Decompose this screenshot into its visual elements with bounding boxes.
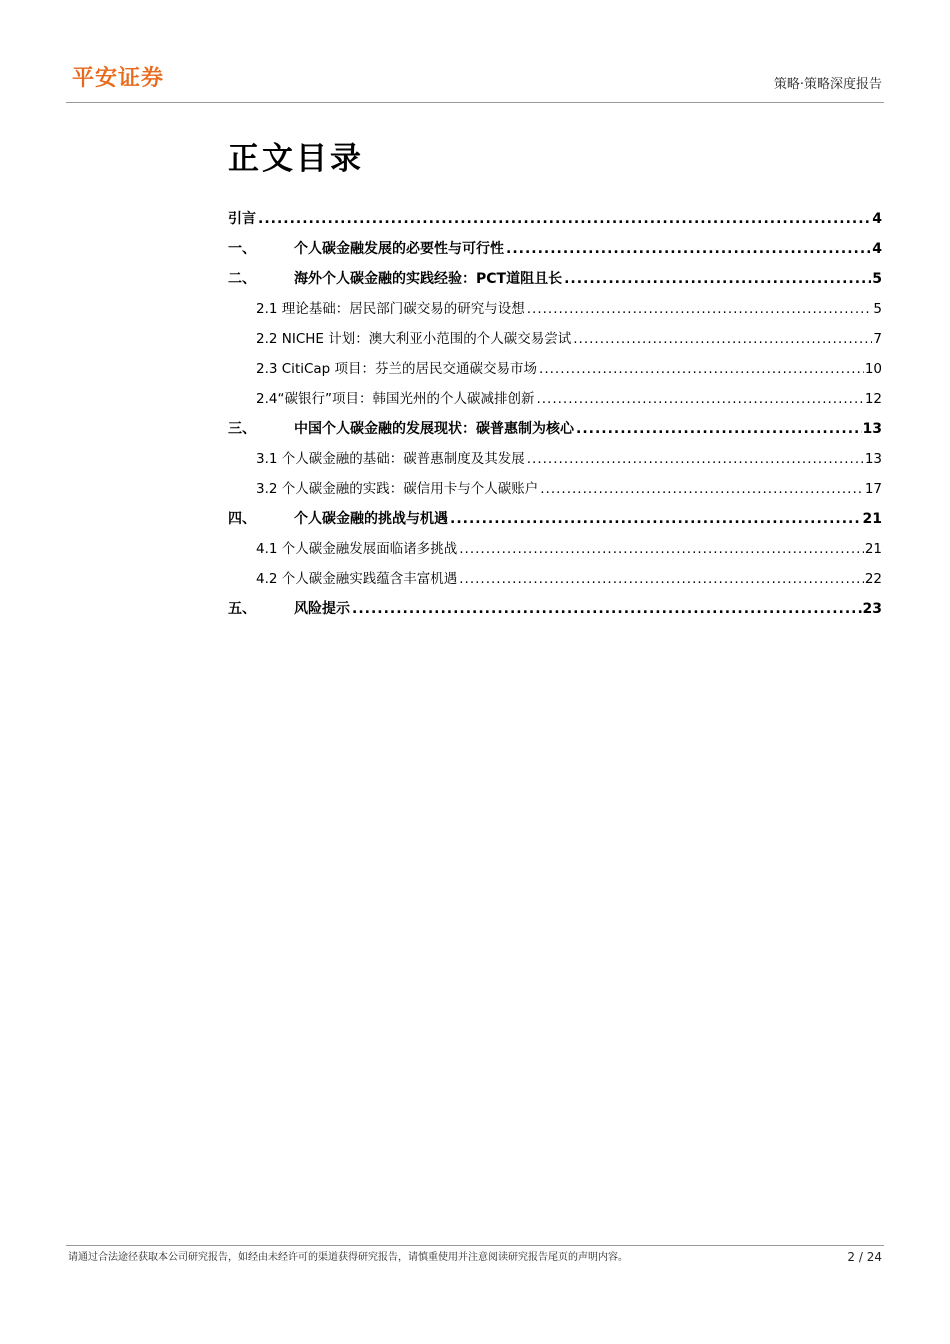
toc-entry-title: 海外个人碳金融的实践经验：PCT道阻且长: [294, 271, 563, 287]
toc-entry[interactable]: [228, 414, 882, 444]
toc-entry[interactable]: [228, 354, 882, 384]
toc-entry-title: 4.1 个人碳金融发展面临诸多挑战: [256, 541, 458, 557]
toc-dot-leader: [564, 264, 871, 294]
toc-dot-leader: [258, 204, 871, 234]
toc-entry-title: 4.2 个人碳金融实践蕴含丰富机遇: [256, 571, 458, 587]
toc-entry-number: 二、: [228, 271, 256, 287]
header-divider: [66, 102, 884, 103]
toc-entry-title: 3.1 个人碳金融的基础：碳普惠制度及其发展: [256, 451, 525, 467]
toc-entry-number: 四、: [228, 511, 256, 527]
toc-entry-title: 风险提示: [294, 601, 350, 617]
toc-dot-leader: [576, 414, 862, 444]
toc-entry-title: 2.4“碳银行”项目：韩国光州的个人碳减排创新: [256, 391, 535, 407]
toc-entry-page: 10: [864, 361, 882, 377]
toc-dot-leader: [536, 384, 863, 414]
toc-entry-number: 五、: [228, 601, 256, 617]
toc-dot-leader: [459, 534, 864, 564]
toc-dot-leader: [527, 444, 864, 474]
toc-entry-title: 中国个人碳金融的发展现状：碳普惠制为核心: [294, 421, 574, 437]
toc-entry-page: 4: [872, 241, 882, 257]
toc-entry-page: 21: [862, 511, 882, 527]
page-number: 2 / 24: [847, 1250, 882, 1264]
toc-entry-page: 22: [864, 571, 882, 587]
toc-entry-title: 个人碳金融的挑战与机遇: [294, 511, 448, 527]
toc-entry-page: 13: [864, 451, 882, 467]
toc-entry-page: 21: [864, 541, 882, 557]
toc-dot-leader: [352, 594, 862, 624]
toc-dot-leader: [459, 564, 864, 594]
toc-entry-number: 三、: [228, 421, 256, 437]
footer-disclaimer: 请通过合法途径获取本公司研究报告，如经由未经许可的渠道获得研究报告，请慎重使用并注意阅读研究报告尾页的声明内容。: [68, 1252, 628, 1263]
toc-dot-leader: [527, 294, 873, 324]
toc-entry-page: 5: [872, 271, 882, 287]
company-logo: 平安证券: [72, 66, 165, 91]
toc-entry-title: 个人碳金融发展的必要性与可行性: [294, 241, 504, 257]
report-category: 策略·策略深度报告: [773, 77, 882, 92]
toc-dot-leader: [573, 324, 872, 354]
toc-entry-page: 7: [873, 331, 882, 347]
toc-entry-page: 5: [873, 301, 882, 317]
page-title: 正文目录: [228, 141, 364, 177]
toc-entry[interactable]: [228, 294, 882, 324]
toc-entry-title: 引言: [228, 211, 256, 227]
toc-entry[interactable]: [228, 444, 882, 474]
toc-entry-title: 2.3 CitiCap 项目：芬兰的居民交通碳交易市场: [256, 361, 538, 377]
table-of-contents: [228, 204, 882, 624]
toc-entry-title: 2.2 NICHE 计划：澳大利亚小范围的个人碳交易尝试: [256, 331, 572, 347]
toc-entry-page: 4: [872, 211, 882, 227]
toc-entry-page: 13: [862, 421, 882, 437]
toc-entry-title: 2.1 理论基础：居民部门碳交易的研究与设想: [256, 301, 525, 317]
toc-entry-title: 3.2 个人碳金融的实践：碳信用卡与个人碳账户: [256, 481, 539, 497]
footer-divider: [66, 1245, 884, 1246]
toc-entry-number: 一、: [228, 241, 256, 257]
toc-entry[interactable]: [228, 564, 882, 594]
toc-dot-leader: [540, 474, 864, 504]
toc-dot-leader: [450, 504, 862, 534]
toc-dot-leader: [506, 234, 871, 264]
toc-entry-page: 23: [862, 601, 882, 617]
toc-entry[interactable]: [228, 264, 882, 294]
toc-dot-leader: [539, 354, 864, 384]
toc-entry[interactable]: [228, 474, 882, 504]
toc-entry[interactable]: [228, 504, 882, 534]
toc-entry-page: 12: [864, 391, 882, 407]
toc-entry[interactable]: [228, 324, 882, 354]
toc-entry[interactable]: [228, 234, 882, 264]
toc-entry[interactable]: [228, 204, 882, 234]
toc-entry[interactable]: [228, 534, 882, 564]
toc-entry[interactable]: [228, 594, 882, 624]
toc-entry-page: 17: [864, 481, 882, 497]
toc-entry[interactable]: [228, 384, 882, 414]
